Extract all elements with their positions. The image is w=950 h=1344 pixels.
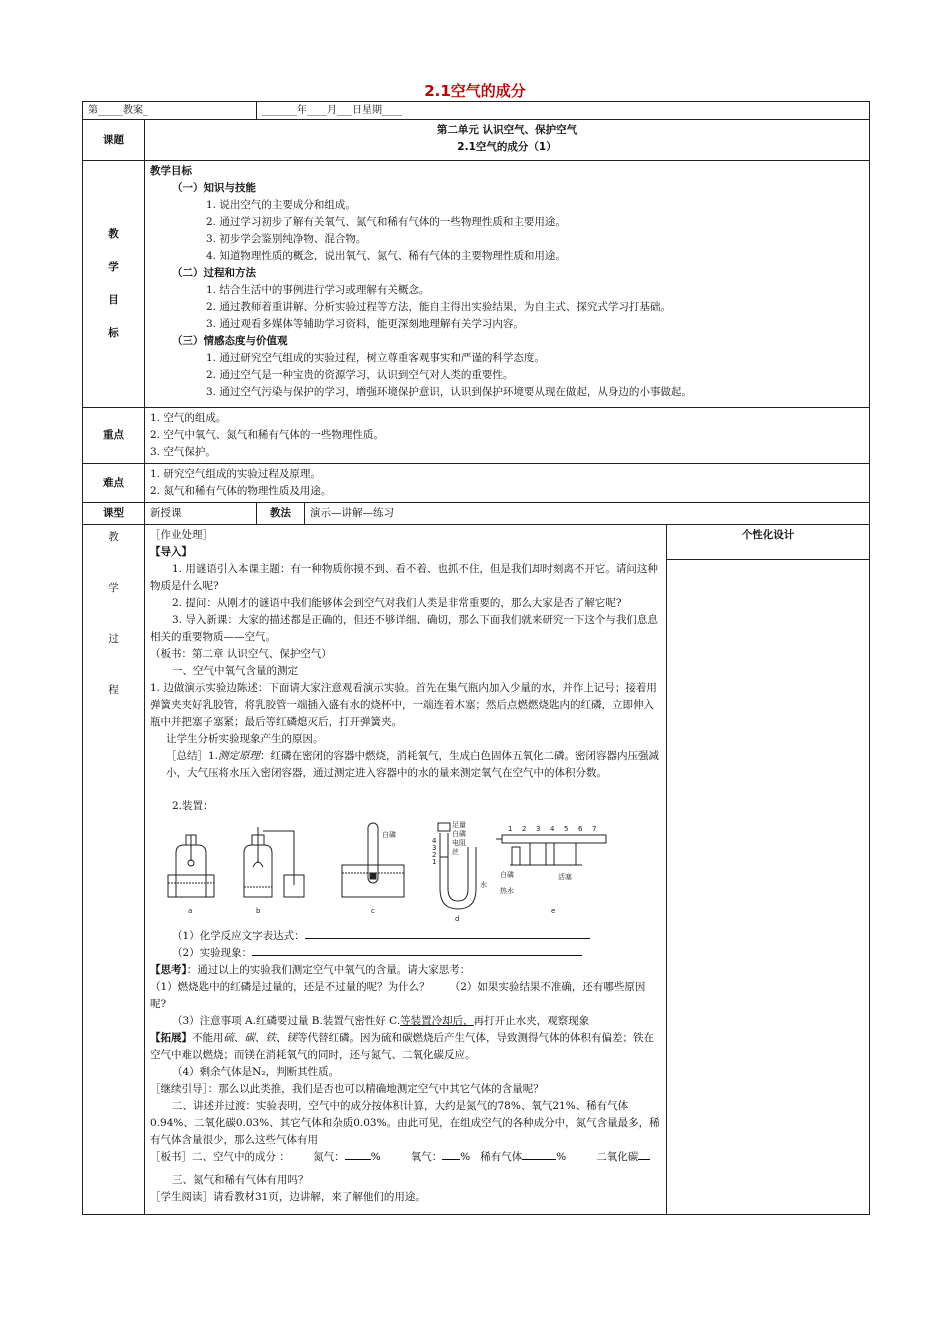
personal-design-header: 个性化设计 [667,525,870,560]
topic-content [145,120,870,161]
summary-italic: 测定原理 [218,750,261,762]
objectives-label-char: 目 [108,294,119,306]
notes-tail: 再打开止水夹，观察现象 [473,1015,590,1027]
part2-paragraph: 二、讲述并过渡：实验表明，空气中的成分按体积计算，大约是氮气的78%、氧气21%、稀有气体0.94%、二氧化碳0.03%、其它气体和杂质0.03%。由此可见，在组成空气的各种成分中，氮气含量最多，稀有气体含量很少，那么这些气体有用 [150,1100,660,1146]
header-row [83,102,870,120]
question-2-text: （2）实验现象： [172,947,253,959]
question-2 [172,945,661,962]
objectives-label-char: 教 [108,228,119,240]
demo-paragraph: 1. 边做演示实验边陈述：下面请大家注意观看演示实验。首先在集气瓶内加入少量的水，并作上记号；接着用弹簧夹夹好乳胶管，将乳胶管一端插入盛有水的烧杯中，一端连着木塞；然后点燃燃烧匙内的红磷，立即伸入瓶中并把塞子塞紧；最后等红磷熄灭后，打开弹簧夹。 [150,682,657,728]
keypoint-item: 3. 空气保护。 [150,446,216,458]
board2-rare-gas: 稀有气体 [480,1151,523,1163]
process-label-char: 教 [108,531,119,543]
diagram-scale: 7 [592,825,597,833]
extension-magnesium: 镁 [286,1032,297,1044]
analyze-line: 让学生分析实验现象产生的原因。 [166,733,324,745]
pct-sign: % [370,1151,381,1163]
lesson-plan-table [82,101,870,1215]
lesson-type-label: 课型 [83,503,145,525]
diagram-label-b: b [256,907,261,915]
think-question-2: （2）如果实验结果不准确，还有哪些原因呢? [150,981,646,1010]
pct-sign: % [556,1151,567,1163]
objective-item: 2. 通过学习初步了解有关氧气、氮气和稀有气体的一些物理性质和主要用途。 [206,216,566,228]
personal-design-notes [667,560,870,1215]
intro-paragraph-1: 1. 用谜语引入本课主题：有一种物质你摸不到、看不着、也抓不住，但是我们却时刻离不开它。请问这种物质是什么呢? [150,563,658,592]
extension-lead: 不能用 [192,1032,224,1044]
think-text: ：通过以上的实验我们测定空气中氧气的含量。请大家思考： [186,964,471,976]
keypoints-row [83,408,870,464]
objectives-content [145,161,870,408]
answer-blank [638,1149,650,1160]
diagram-scale: 4 [550,825,555,833]
process-label [83,525,145,1215]
think-questions [150,979,661,1013]
keypoint-item: 1. 空气的组成。 [150,412,227,424]
objective-item: 4. 知道物理性质的概念，说出氧气、氮气、稀有气体的主要物理性质和用途。 [206,250,566,262]
board2-lead: ［板书］二、空气中的成分 ： [150,1151,290,1163]
diagram-label-c: c [371,907,375,915]
diagram-label-e: e [551,907,556,915]
intro-paragraph-3: 3. 导入新课：大家的描述都是正确的，但还不够详细、确切，那么下面我们就来研究一下这个与我们息息相关的重要物质——空气。 [150,614,658,643]
diagram-text-e: 热水 [500,887,514,895]
diagram-scale: 6 [578,825,583,833]
objectives-section-title: （三）情感态度与价值观 [172,335,288,347]
reading-line: ［学生阅读］请看教材31页，边讲解，来了解他们的用途。 [150,1191,426,1203]
diagram-num-d: 3 [432,844,437,852]
answer-blank [442,1149,460,1160]
notes-lead: （3）注意事项 A.红磷要过量 B.装置气密性好 C. [172,1015,401,1027]
apparatus-a [168,835,214,897]
apparatus-diagram [162,817,632,922]
diagram-label-d: d [455,915,460,922]
think-paragraph [150,962,661,979]
diagram-scale: 2 [522,825,527,833]
process-row [83,525,870,560]
intro-paragraph-2: 2. 提问：从刚才的谜语中我们能够体会到空气对我们人类是非常重要的，那么大家是否了解它呢? [172,597,622,609]
notes-paragraph [172,1013,661,1030]
topic-row [83,120,870,161]
homework-line: ［作业处理］ [150,529,213,541]
part3-title: 三、氮气和稀有气体有用吗？ [172,1174,309,1186]
process-label-char: 过 [108,633,119,645]
extension-rest: 等代替红磷。因为硫和碳燃烧后产生气体，导致测得气体的体积有偏差；铁在空气中难以燃烧；而镁在消耗氧气的同时，还与氮气、二氧化碳反应。 [150,1032,654,1061]
objective-item: 3. 通过观看多媒体等辅助学习资料，能更深刻地理解有关学习内容。 [206,318,524,330]
objectives-section-title: （一）知识与技能 [172,182,256,194]
objectives-heading: 教学目标 [150,165,192,177]
think-question-1: （1）燃烧匙中的红磷是过量的，还是不过量的呢？为什么？ [150,981,430,993]
extension-sulfur: 硫 [223,1032,234,1044]
objective-item: 1. 说出空气的主要成分和组成。 [206,199,356,211]
objectives-label [83,161,145,408]
objectives-label-char: 标 [108,327,119,339]
difficulties-content [145,464,870,503]
question-1 [172,928,661,945]
notes-underlined: 等装置冷却后， [400,1015,474,1027]
diagram-scale: 1 [508,825,513,833]
extension-iron: 铁 [265,1032,276,1044]
difficulty-item: 2. 氮气和稀有气体的物理性质及用途。 [150,485,332,497]
think-tag: 【思考】 [150,964,187,976]
diagram-text-d: 电阻 [452,839,466,847]
diagram-scale: 3 [536,825,541,833]
extension-paragraph: 【拓展】不能用硫、碳、铁、镁等代替红磷。因为硫和碳燃烧后产生气体，导致测得气体的体积有偏差；铁在空气中难以燃烧；而镁在消耗氧气的同时，还与氮气、二氧化碳反应。 [150,1032,654,1061]
answer-blank [305,928,590,939]
diagram-text-d: 白磷 [452,830,466,838]
keypoints-label: 重点 [83,408,145,464]
header-date: _______年____月___日星期____ [257,102,870,120]
board-note-1: （板书：第二章 认识空气、保护空气） [150,648,332,660]
summary-text: ：红磷在密闭的容器中燃烧，消耗氧气，生成白色固体五氧化二磷。密闭容器内压强减小，大气压将水压入密闭容器，通过测定进入容器中的水的量来测定氧气在空气中的体积分数。 [166,750,660,779]
question-1-text: （1）化学反应文字表达式： [172,930,305,942]
board2-nitrogen: 氮气： [313,1151,345,1163]
teaching-method-label: 教法 [257,503,305,525]
process-label-char: 学 [108,582,119,594]
objective-item: 1. 通过研究空气组成的实验过程，树立尊重客观事实和严谨的科学态度。 [206,352,545,364]
lesson-type-row [83,503,870,525]
process-label-char: 程 [108,684,119,696]
diagram-text-d: 水 [480,881,487,889]
difficulties-row [83,464,870,503]
diagram-text-d: 足量 [452,821,466,829]
pct-sign: % [460,1151,471,1163]
apparatus-heading: 2.装置： [172,800,214,812]
intro-tag: 【导入】 [150,546,192,558]
diagram-num-d: 1 [432,858,437,866]
keypoint-item: 2. 空气中氧气、氮气和稀有气体的一些物理性质。 [150,429,384,441]
objective-item: 3. 通过空气污染与保护的学习，增强环境保护意识，认识到保护环境要从现在做起，从身边的小事做起。 [206,386,692,398]
extension-carbon: 碳 [244,1032,255,1044]
objective-item: 2. 通过空气是一种宝贵的资源学习，认识到空气对人类的重要性。 [206,369,514,381]
objectives-row [83,161,870,408]
part1-title: 一、空气中氧气含量的测定 [172,665,298,677]
keypoints-content [145,408,870,464]
diagram-text-d: 丝 [452,848,459,856]
answer-blank [345,1149,371,1160]
extension-tag: 【拓展】 [150,1032,192,1044]
answer-blank [522,1149,556,1160]
page-title: 2.1空气的成分 [424,82,526,100]
topic-line-1: 第二单元 认识空气、保护空气 [436,124,578,136]
objectives-label-char: 学 [108,261,119,273]
difficulties-label: 难点 [83,464,145,503]
objective-item: 1. 结合生活中的事例进行学习或理解有关概念。 [206,284,430,296]
board-note-2 [150,1149,661,1166]
answer-blank [252,945,582,956]
apparatus-b [244,827,304,897]
diagram-scale: 5 [564,825,569,833]
question-4: （4）剩余气体是N₂，判断其性质。 [172,1066,340,1078]
diagram-text-c: 白磷 [382,831,396,839]
teaching-method-value: 演示—讲解—练习 [305,503,870,525]
lesson-type-value: 新授课 [145,503,257,525]
board2-co2: 二氧化碳 [596,1151,639,1163]
topic-label: 课题 [83,120,145,161]
diagram-text-e: 活塞 [558,873,572,881]
summary-tag: ［总结］1. [166,750,219,762]
diagram-num-d: 2 [432,851,437,859]
objective-item: 3. 初步学会鉴别纯净物、混合物。 [206,233,367,245]
diagram-num-d: 4 [432,837,437,845]
topic-line-2: 2.1空气的成分（1） [457,141,557,153]
difficulty-item: 1. 研究空气组成的实验过程及原理。 [150,468,321,480]
apparatus-e [496,835,606,865]
board2-oxygen: 氧气： [410,1151,443,1163]
objectives-section-title: （二）过程和方法 [172,267,256,279]
diagram-text-e: 白磷 [500,871,514,879]
process-content [145,525,667,1215]
header-lesson-number: 第_____教案_ [83,102,257,120]
objective-item: 2. 通过教师着重讲解、分析实验过程等方法，能自主得出实验结果，为自主式、探究式学习打基础。 [206,301,671,313]
guide-line: ［继续引导］：那么以此类推，我们是否也可以精确地测定空气中其它气体的含量呢？ [150,1083,544,1095]
diagram-label-a: a [188,907,193,915]
summary-paragraph [166,748,661,782]
